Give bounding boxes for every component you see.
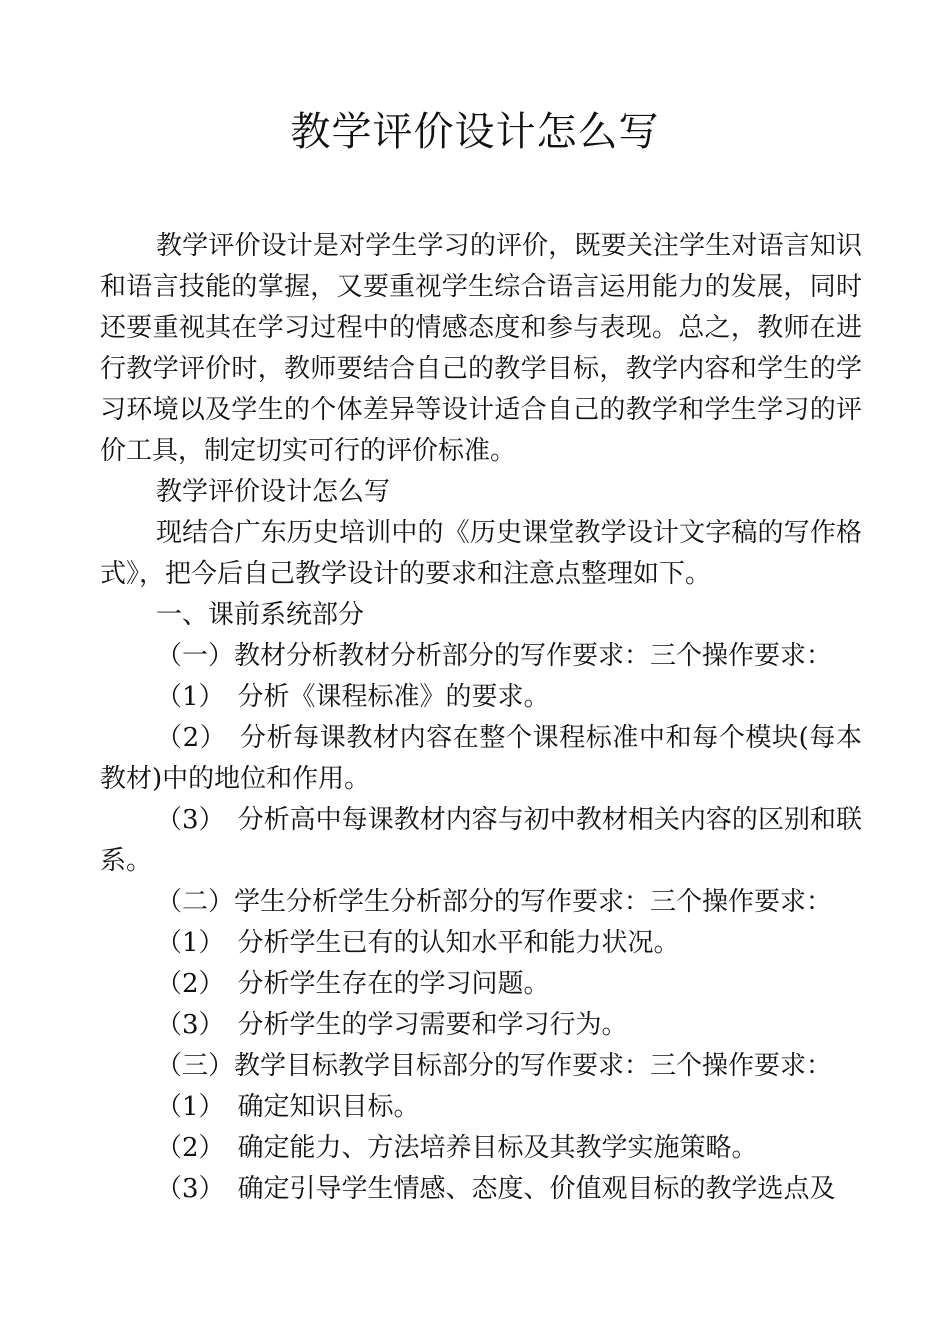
list-item: （3） 确定引导学生情感、态度、价值观目标的教学选点及 (156, 1174, 836, 1204)
subsection-heading-2: （二）学生分析学生分析部分的写作要求：三个操作要求： (156, 887, 833, 917)
subsection-heading-1: （一）教材分析教材分析部分的写作要求：三个操作要求： (156, 641, 833, 671)
list-item: （1） 分析《课程标准》的要求。 (156, 682, 550, 712)
list-item: （3） 分析学生的学习需要和学习行为。 (156, 1010, 628, 1040)
list-item: （2） 分析每课教材内容在整个课程标准中和每个模块(每本教材)中的地位和作用。 (100, 723, 862, 794)
list-item: （3） 分析高中每课教材内容与初中教材相关内容的区别和联系。 (100, 805, 862, 876)
list-item: （2） 分析学生存在的学习问题。 (156, 969, 550, 999)
list-item: （1） 确定知识目标。 (156, 1092, 420, 1122)
document-body (100, 226, 862, 1210)
context-paragraph: 现结合广东历史培训中的《历史课堂教学设计文字稿的写作格式》，把今后自己教学设计的要求和注意点整理如下。 (100, 518, 862, 589)
list-item: （2） 确定能力、方法培养目标及其教学实施策略。 (156, 1133, 758, 1163)
subsection-heading-3: （三）教学目标教学目标部分的写作要求：三个操作要求： (156, 1051, 833, 1081)
intro-paragraph: 教学评价设计是对学生学习的评价，既要关注学生对语言知识和语言技能的掌握，又要重视学生综合语言运用能力的发展，同时还要重视其在学习过程中的情感态度和参与表现。总之，教师在进行教学评价时，教师要结合自己的教学目标，教学内容和学生的学习环境以及学生的个体差异等设计适合自己的教学和学生学习的评价工具，制定切实可行的评价标准。 (100, 231, 862, 466)
subtitle-line: 教学评价设计怎么写 (156, 477, 391, 507)
section-heading: 一、课前系统部分 (156, 600, 365, 630)
list-item: （1） 分析学生已有的认知水平和能力状况。 (156, 928, 680, 958)
document-title: 教学评价设计怎么写 (290, 109, 660, 155)
